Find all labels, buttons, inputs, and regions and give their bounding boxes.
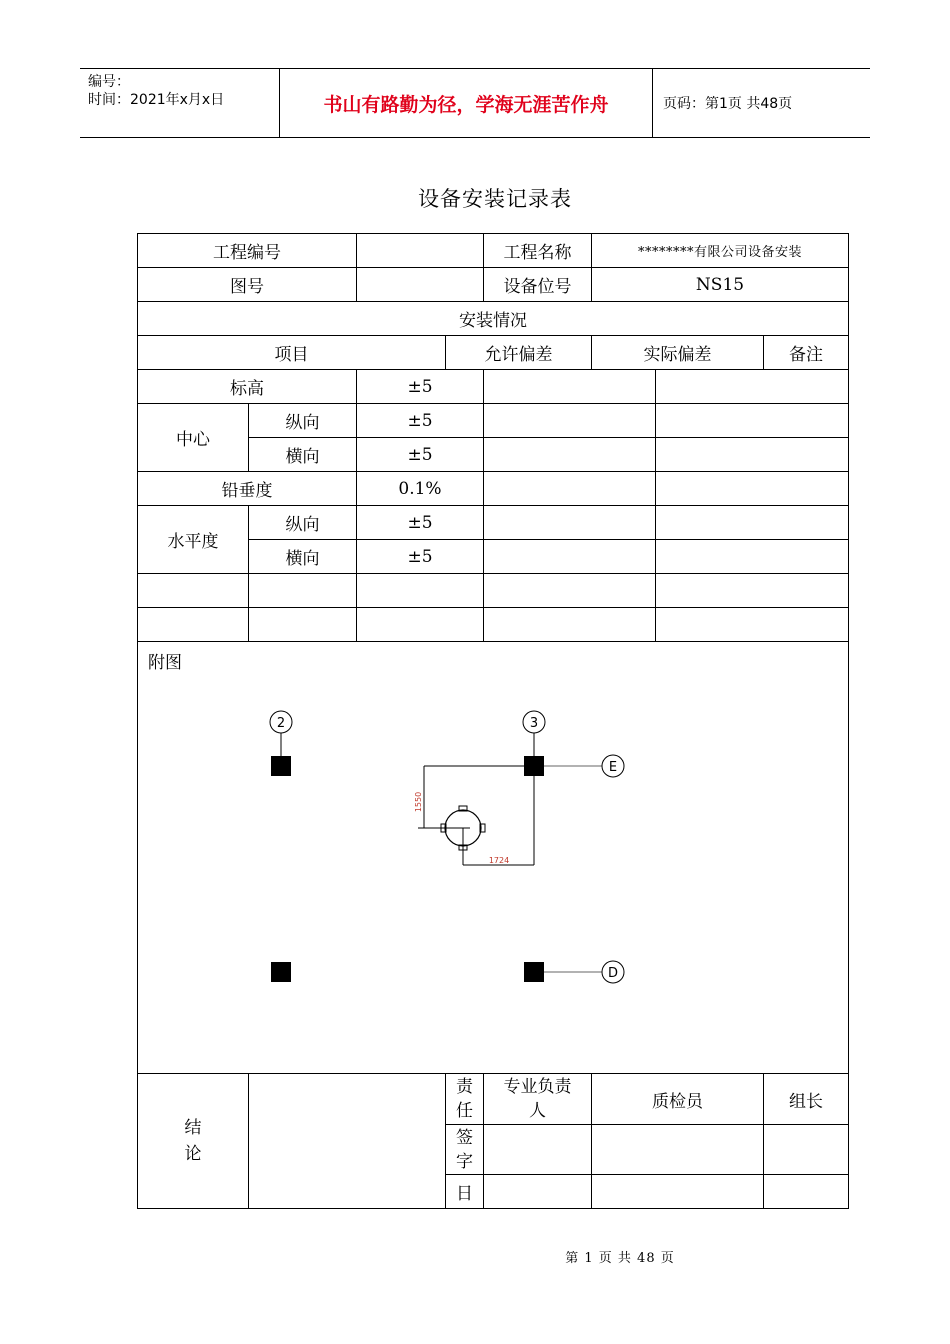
row-center-tr-actual[interactable]: [484, 438, 656, 472]
table-row: [138, 472, 849, 506]
row-center-lon-remark[interactable]: [656, 404, 849, 438]
attachment-cell: [138, 642, 849, 1074]
row-level-lon-remark[interactable]: [656, 506, 849, 540]
row-center-tr-allowed: ±5: [357, 438, 484, 472]
qc-sign[interactable]: [592, 1125, 764, 1175]
leader-sign[interactable]: [764, 1125, 849, 1175]
row-level-lon-allowed: ±5: [357, 506, 484, 540]
blank-cell[interactable]: [656, 608, 849, 642]
equip-pos-value[interactable]: NS15: [592, 268, 849, 302]
header-page-info: 页码：第1页 共48页: [663, 96, 793, 112]
col-actual: 实际偏差: [592, 336, 764, 370]
page-footer: 第 1 页 共 48 页: [565, 1251, 675, 1266]
blank-cell[interactable]: [138, 608, 249, 642]
row-verticality-allowed: 0.1%: [357, 472, 484, 506]
drawing-no-value[interactable]: [357, 268, 484, 302]
blank-cell[interactable]: [357, 608, 484, 642]
row-elevation-allowed: ±5: [357, 370, 484, 404]
row-verticality-remark[interactable]: [656, 472, 849, 506]
blank-cell[interactable]: [357, 574, 484, 608]
table-row: [138, 404, 849, 438]
blank-cell[interactable]: [484, 574, 656, 608]
header-motto: 书山有路勤为径，学海无涯苦作舟: [280, 69, 653, 137]
table-row: [138, 506, 849, 540]
resp-label: 责 任: [446, 1074, 484, 1125]
row-center-lon-actual[interactable]: [484, 404, 656, 438]
header-date: 时间：2021年x月x日: [88, 92, 225, 108]
conclusion-text: 结论: [184, 1118, 202, 1164]
dim-vertical-label: 1550: [414, 791, 423, 813]
column-2d: [271, 962, 291, 982]
layout-drawing: [138, 642, 847, 1072]
col-item: 项目: [138, 336, 446, 370]
column-3d: [524, 962, 544, 982]
header-number: 编号：: [88, 74, 130, 90]
table-row: [138, 608, 849, 642]
page-title: 设备安装记录表: [418, 187, 572, 211]
row-level-lon: 纵向: [249, 506, 357, 540]
axis-e-label: E: [608, 760, 618, 775]
row-level-tr: 横向: [249, 540, 357, 574]
row-center-tr-remark[interactable]: [656, 438, 849, 472]
table-row: [138, 574, 849, 608]
axis-2-label: 2: [276, 716, 286, 731]
header-meta: [80, 69, 280, 137]
axis-3-label: 3: [529, 716, 539, 731]
row-elevation-actual[interactable]: [484, 370, 656, 404]
install-record-table: [137, 233, 849, 1209]
conclusion-value[interactable]: [249, 1074, 446, 1209]
qc-date[interactable]: [592, 1175, 764, 1209]
qc-label: 质检员: [592, 1074, 764, 1125]
table-row: [138, 370, 849, 404]
col-allowed: 允许偏差: [446, 336, 592, 370]
project-no-label: 工程编号: [138, 234, 357, 268]
prof-lead-sign[interactable]: [484, 1125, 592, 1175]
col-remark: 备注: [764, 336, 849, 370]
drawing-no-label: 图号: [138, 268, 357, 302]
blank-cell[interactable]: [138, 574, 249, 608]
blank-cell[interactable]: [249, 608, 357, 642]
axis-d-label: D: [607, 966, 619, 981]
row-center-tr: 横向: [249, 438, 357, 472]
row-level-tr-allowed: ±5: [357, 540, 484, 574]
prof-lead-date[interactable]: [484, 1175, 592, 1209]
row-center-lon: 纵向: [249, 404, 357, 438]
row-level-tr-remark[interactable]: [656, 540, 849, 574]
row-verticality-actual[interactable]: [484, 472, 656, 506]
section-title: 安装情况: [138, 302, 849, 336]
row-elevation-label: 标高: [138, 370, 357, 404]
blank-cell[interactable]: [484, 608, 656, 642]
attachment-label: 附图: [148, 653, 182, 673]
row-center-lon-allowed: ±5: [357, 404, 484, 438]
row-level-lon-actual[interactable]: [484, 506, 656, 540]
leader-date[interactable]: [764, 1175, 849, 1209]
prof-lead-label: 专业负责 人: [484, 1074, 592, 1125]
column-2e: [271, 756, 291, 776]
leader-label: 组长: [764, 1074, 849, 1125]
column-3e: [524, 756, 544, 776]
blank-cell[interactable]: [249, 574, 357, 608]
project-no-value[interactable]: [357, 234, 484, 268]
page-header: [80, 68, 870, 138]
blank-cell[interactable]: [656, 574, 849, 608]
equip-pos-label: 设备位号: [484, 268, 592, 302]
dim-horizontal-label: 1724: [488, 856, 510, 865]
row-center-label: 中心: [138, 404, 249, 472]
project-name-label: 工程名称: [484, 234, 592, 268]
date-label: 日: [446, 1175, 484, 1209]
project-name-value[interactable]: ********有限公司设备安装: [592, 234, 849, 268]
sign-label: 签 字: [446, 1125, 484, 1175]
row-level-label: 水平度: [138, 506, 249, 574]
conclusion-label: [138, 1074, 249, 1209]
row-level-tr-actual[interactable]: [484, 540, 656, 574]
row-elevation-remark[interactable]: [656, 370, 849, 404]
row-verticality-label: 铅垂度: [138, 472, 357, 506]
